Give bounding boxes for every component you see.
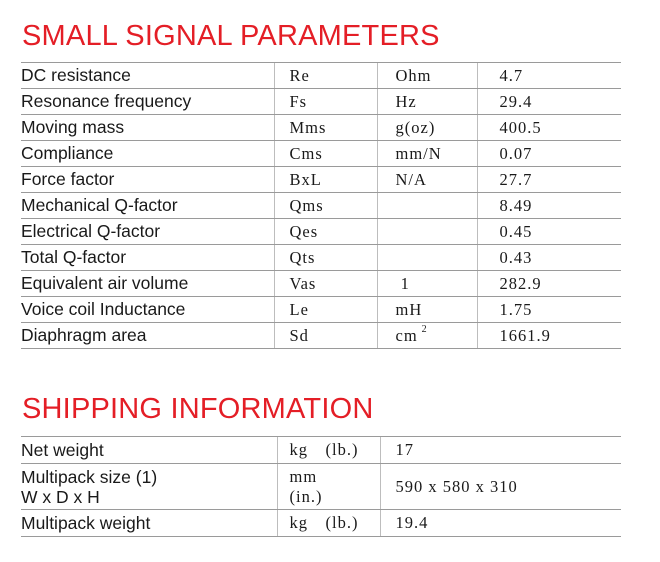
table-row: [21, 245, 621, 271]
shipping-item-value: 590 x 580 x 310: [380, 464, 621, 510]
parameter-name: Resonance frequency: [21, 89, 274, 115]
table-row: [21, 323, 621, 349]
parameter-value: 0.45: [477, 219, 621, 245]
parameter-value: 1661.9: [477, 323, 621, 349]
parameter-name: Diaphragm area: [21, 323, 274, 349]
small-signal-table: [21, 62, 621, 349]
parameter-value: 282.9: [477, 271, 621, 297]
table-row: [21, 141, 621, 167]
shipping-item-name: [21, 510, 277, 537]
parameter-unit-text: 1: [395, 273, 410, 293]
table-row: [21, 219, 621, 245]
parameter-symbol: Fs: [274, 89, 377, 115]
shipping-item-name-line: W x D x H: [21, 486, 100, 507]
table-row: [21, 89, 621, 115]
shipping-item-unit-line: (in.): [289, 486, 323, 506]
parameter-unit-text: Ohm: [395, 65, 432, 85]
parameter-unit: [377, 89, 477, 115]
parameter-unit: [377, 323, 477, 349]
parameter-unit: [377, 219, 477, 245]
shipping-item-unit: [277, 437, 380, 464]
shipping-table: [21, 436, 621, 537]
shipping-info-title: SHIPPING INFORMATION: [22, 393, 374, 425]
parameter-name: Force factor: [21, 167, 274, 193]
parameter-symbol: BxL: [274, 167, 377, 193]
parameter-name: Mechanical Q-factor: [21, 193, 274, 219]
shipping-item-unit: [277, 510, 380, 537]
parameter-value: 27.7: [477, 167, 621, 193]
parameter-unit: [377, 193, 477, 219]
shipping-item-value: 17: [380, 437, 621, 464]
parameter-symbol: Sd: [274, 323, 377, 349]
parameter-unit-text: mm/N: [395, 143, 442, 163]
table-row: [21, 167, 621, 193]
parameter-name: Voice coil Inductance: [21, 297, 274, 323]
parameter-value: 29.4: [477, 89, 621, 115]
shipping-item-name-line: Net weight: [21, 440, 104, 460]
parameter-name: Equivalent air volume: [21, 271, 274, 297]
parameter-name: DC resistance: [21, 63, 274, 89]
parameter-value: 0.07: [477, 141, 621, 167]
table-row: [21, 193, 621, 219]
parameter-unit-text: Hz: [395, 91, 417, 111]
parameter-unit-text: cm: [395, 325, 418, 345]
table-row: [21, 510, 621, 537]
table-row: [21, 63, 621, 89]
parameter-unit: [377, 245, 477, 271]
shipping-item-unit: [277, 464, 380, 510]
shipping-item-name-line: Multipack size (1): [21, 466, 158, 487]
parameter-unit: [377, 115, 477, 141]
parameter-symbol: Le: [274, 297, 377, 323]
unit-superscript: 2: [421, 323, 428, 335]
parameter-symbol: Qms: [274, 193, 377, 219]
parameter-name: Compliance: [21, 141, 274, 167]
parameter-unit-text: mH: [395, 299, 423, 319]
parameter-name: Total Q-factor: [21, 245, 274, 271]
parameter-symbol: Qts: [274, 245, 377, 271]
parameter-symbol: Re: [274, 63, 377, 89]
shipping-item-unit-line: kg (lb.): [289, 513, 359, 532]
table-row: [21, 464, 621, 510]
shipping-item-name-line: Multipack weight: [21, 513, 151, 533]
parameter-value: 8.49: [477, 193, 621, 219]
parameter-unit: [377, 63, 477, 89]
table-row: [21, 297, 621, 323]
parameter-unit-text: N/A: [395, 169, 427, 189]
parameter-unit: [377, 271, 477, 297]
parameter-value: 400.5: [477, 115, 621, 141]
table-row: [21, 437, 621, 464]
parameter-symbol: Mms: [274, 115, 377, 141]
parameter-value: 0.43: [477, 245, 621, 271]
parameter-unit: [377, 297, 477, 323]
shipping-item-unit-line: kg (lb.): [289, 440, 359, 459]
parameter-symbol: Qes: [274, 219, 377, 245]
parameter-unit: [377, 141, 477, 167]
parameter-unit-text: g(oz): [395, 117, 436, 137]
shipping-item-unit-line: mm: [289, 466, 318, 486]
table-row: [21, 115, 621, 141]
parameter-name: Electrical Q-factor: [21, 219, 274, 245]
shipping-item-name: [21, 437, 277, 464]
parameter-value: 4.7: [477, 63, 621, 89]
parameter-value: 1.75: [477, 297, 621, 323]
small-signal-title: SMALL SIGNAL PARAMETERS: [22, 20, 440, 52]
parameter-symbol: Cms: [274, 141, 377, 167]
shipping-item-name: [21, 464, 277, 510]
table-row: [21, 271, 621, 297]
parameter-unit: [377, 167, 477, 193]
parameter-symbol: Vas: [274, 271, 377, 297]
shipping-item-value: 19.4: [380, 510, 621, 537]
parameter-name: Moving mass: [21, 115, 274, 141]
